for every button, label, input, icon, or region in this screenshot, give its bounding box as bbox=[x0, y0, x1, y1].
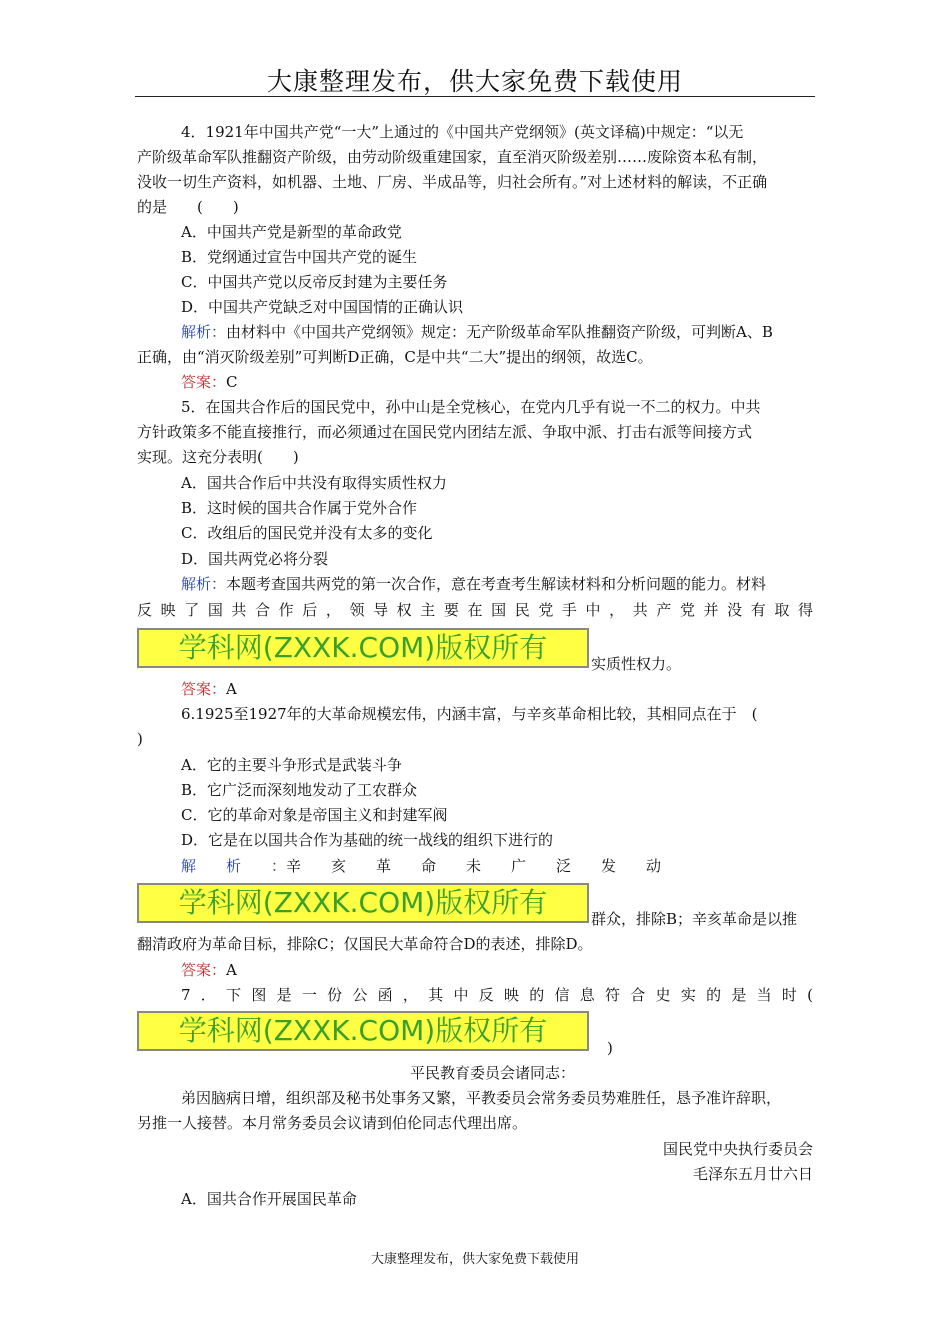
q5-line-1: 5．在国共合作后的国民党中，孙中山是全党核心，在党内几乎有说一不二的权力。中共 bbox=[181, 398, 761, 416]
header-rule bbox=[135, 96, 815, 97]
watermark-banner: 学科网(ZXXK.COM)版权所有 bbox=[137, 1011, 589, 1051]
q6-option-c: C．它的革命对象是帝国主义和封建军阀 bbox=[181, 806, 448, 824]
q5-option-c: C．改组后的国民党并没有太多的变化 bbox=[181, 524, 433, 542]
analysis-text: 辛 亥 革 命 未 广 泛 发 动 bbox=[286, 857, 662, 875]
answer-value: A bbox=[226, 961, 237, 979]
q5-option-b: B．这时候的国共合作属于党外合作 bbox=[181, 499, 418, 517]
answer-value: A bbox=[226, 680, 237, 698]
q5-analysis-line-3: 实质性权力。 bbox=[591, 655, 682, 673]
q6-option-a: A．它的主要斗争形式是武装斗争 bbox=[181, 756, 402, 774]
q5-option-a: A．国共合作后中共没有取得实质性权力 bbox=[181, 474, 447, 492]
q4-line-1: 4．1921年中国共产党“一大”上通过的《中国共产党纲领》(英文译稿)中规定：“以无 bbox=[181, 123, 744, 141]
q4-analysis-line-1 bbox=[181, 322, 773, 342]
letter-line-1: 弟因脑病日增，组织部及秘书处事务又繁，平教委员会常务委员势难胜任，恳予准许辞职， bbox=[181, 1089, 782, 1107]
letter-signature-org: 国民党中央执行委员会 bbox=[662, 1140, 813, 1158]
q5-option-d: D．国共两党必将分裂 bbox=[181, 550, 329, 568]
q6-analysis-line-2: 群众，排除B；辛亥革命是以推 bbox=[591, 910, 798, 928]
q5-answer bbox=[181, 679, 237, 699]
letter-line-2: 另推一人接替。本月常务委员会议请到伯伦同志代理出席。 bbox=[137, 1114, 528, 1132]
answer-label: 答案： bbox=[181, 680, 227, 698]
q7-line-1: 7．下图是一份公函，其中反映的信息符合史实的是当时( bbox=[181, 986, 813, 1004]
watermark-banner: 学科网(ZXXK.COM)版权所有 bbox=[137, 883, 589, 923]
watermark-banner: 学科网(ZXXK.COM)版权所有 bbox=[137, 628, 589, 668]
q6-option-b: B．它广泛而深刻地发动了工农群众 bbox=[181, 781, 418, 799]
q6-answer bbox=[181, 960, 237, 980]
q4-option-a: A．中国共产党是新型的革命政党 bbox=[181, 223, 402, 241]
q5-line-2: 方针政策多不能直接推行，而必须通过在国民党内团结左派、争取中派、打击右派等间接方式 bbox=[137, 423, 753, 441]
analysis-text: 本题考查国共两党的第一次合作，意在考查考生解读材料和分析问题的能力。材料 bbox=[226, 575, 767, 593]
analysis-label: 解 析 ： bbox=[181, 857, 287, 875]
q4-line-2: 产阶级革命军队推翻资产阶级，由劳动阶级重建国家，直至消灭阶级差别……废除资本私有制， bbox=[137, 148, 768, 166]
q4-analysis-line-2: 正确，由“消灭阶级差别”可判断D正确，C是中共“二大”提出的纲领，故选C。 bbox=[137, 348, 653, 366]
answer-label: 答案： bbox=[181, 373, 227, 391]
q6-analysis-line-3: 翻清政府为革命目标，排除C；仅国民大革命符合D的表述，排除D。 bbox=[137, 935, 593, 953]
q5-analysis-line-2: 反映了国共合作后，领导权主要在国民党手中，共产党并没有取得 bbox=[137, 601, 813, 619]
analysis-label: 解析： bbox=[181, 323, 227, 341]
analysis-text: 由材料中《中国共产党纲领》规定：无产阶级革命军队推翻资产阶级，可判断A、B bbox=[226, 323, 773, 341]
answer-value: C bbox=[226, 373, 238, 391]
q4-answer bbox=[181, 372, 238, 392]
letter-signature-date: 毛泽东五月廿六日 bbox=[692, 1165, 813, 1183]
q5-analysis-line-1 bbox=[181, 574, 766, 594]
q7-line-2: ) bbox=[607, 1039, 613, 1057]
q4-option-d: D．中国共产党缺乏对中国国情的正确认识 bbox=[181, 298, 464, 316]
answer-label: 答案： bbox=[181, 961, 227, 979]
header-title: 大康整理发布，供大家免费下载使用 bbox=[266, 67, 683, 96]
q6-option-d: D．它是在以国共合作为基础的统一战线的组织下进行的 bbox=[181, 831, 554, 849]
q6-line-2: ) bbox=[137, 730, 143, 748]
q4-option-c: C．中国共产党以反帝反封建为主要任务 bbox=[181, 273, 448, 291]
q4-line-4: 的是 ( ) bbox=[137, 198, 239, 216]
analysis-label: 解析： bbox=[181, 575, 227, 593]
q5-line-3: 实现。这充分表明( ) bbox=[137, 448, 299, 466]
letter-salutation: 平民教育委员会诸同志： bbox=[410, 1064, 576, 1082]
q6-line-1: 6.1925至1927年的大革命规模宏伟，内涵丰富，与辛亥革命相比较，其相同点在于 ( bbox=[181, 705, 758, 723]
q4-line-3: 没收一切生产资料，如机器、土地、厂房、半成品等，归社会所有。”对上述材料的解读，不正确 bbox=[137, 173, 768, 191]
q4-option-b: B．党纲通过宣告中国共产党的诞生 bbox=[181, 248, 418, 266]
footer-text: 大康整理发布，供大家免费下载使用 bbox=[370, 1252, 579, 1267]
q7-option-a: A．国共合作开展国民革命 bbox=[181, 1190, 357, 1208]
q6-analysis-line-1 bbox=[181, 856, 661, 876]
